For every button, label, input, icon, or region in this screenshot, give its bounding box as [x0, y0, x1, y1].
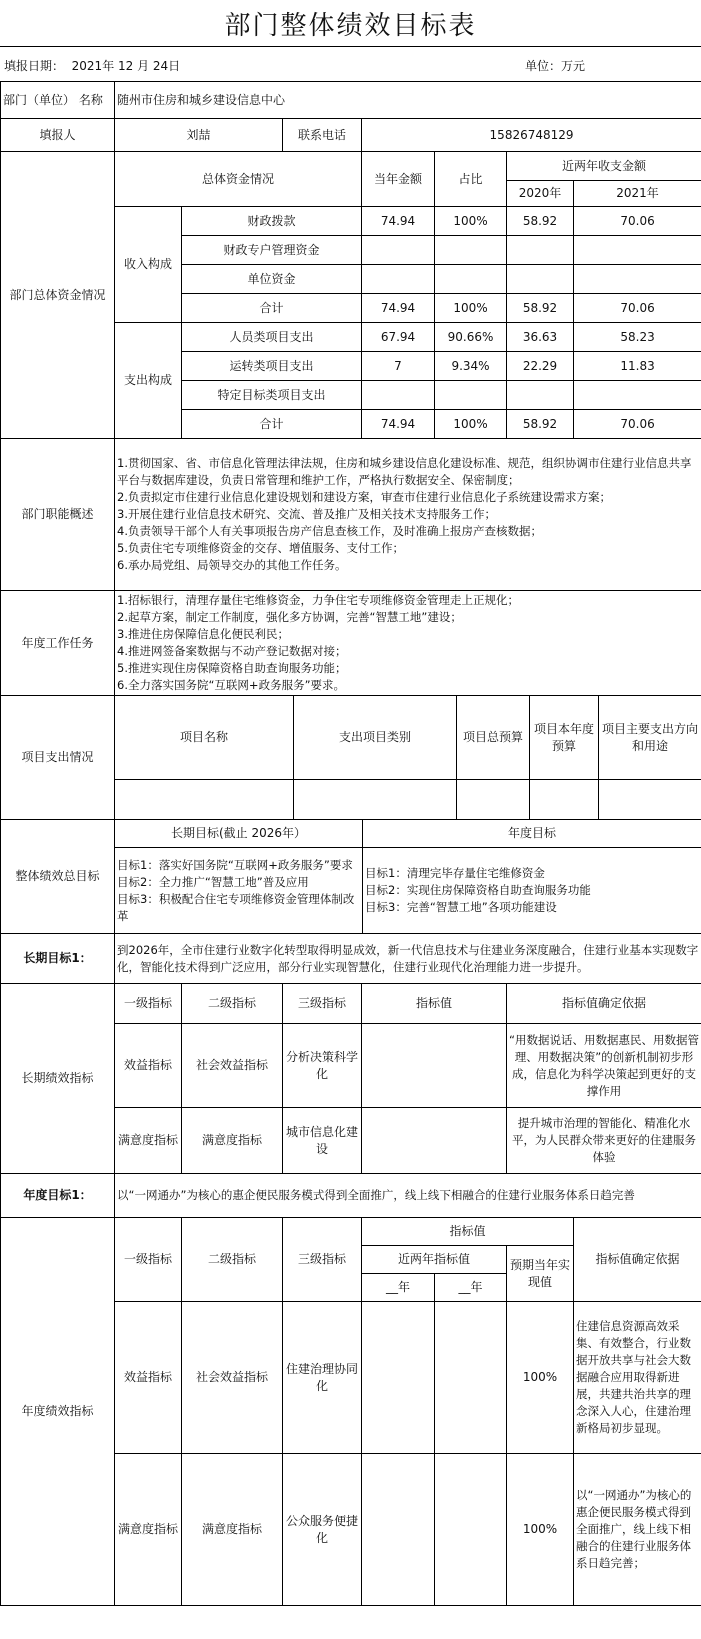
projects-label: 项目支出情况	[1, 696, 115, 820]
expense-row-ratio: 9.34%	[435, 352, 507, 381]
yind-l1: 满意度指标	[115, 1454, 182, 1606]
y-basis-header: 指标值确定依据	[574, 1218, 701, 1302]
yind-basis: 住建信息资源高效采集、有效整合，行业数据开放共享与社会大数据融合应用取得新进展，共建共治共享的理念深入人心，住建治理新格局初步显现。	[574, 1302, 701, 1454]
year-goal1-text: 以“一网通办”为核心的惠企便民服务模式得到全面推广，线上线下相融合的住建行业服务体系日趋完善	[115, 1174, 701, 1218]
income-row-y1: 58.92	[507, 207, 574, 236]
income-row-ratio: 100%	[435, 207, 507, 236]
project-type-header: 支出项目类别	[294, 696, 457, 780]
indicator-value	[362, 1024, 507, 1108]
yind-expected: 100%	[507, 1302, 574, 1454]
fill-date-label: 填报日期：	[4, 59, 65, 73]
project-name-header: 项目名称	[115, 696, 294, 780]
dept-name: 随州市住房和城乡建设信息中心	[115, 82, 701, 119]
expense-row-y2: 58.23	[574, 323, 701, 352]
project-annual-header: 项目本年度预算	[530, 696, 599, 780]
value-header: 指标值	[362, 984, 507, 1024]
l3-header: 三级指标	[283, 984, 362, 1024]
yind-y1	[362, 1302, 435, 1454]
duty-line: 1.贯彻国家、省、市信息化管理法律法规，住房和城乡建设信息化建设标准、规范，组织协调市住建行业信息共享平台与数据库建设，负责日常管理和维护工作，严格执行数据安全、保密制度；	[117, 456, 692, 487]
year-goal-list	[363, 848, 701, 934]
duties-label: 部门职能概述	[1, 439, 115, 591]
phone-value: 15826748129	[362, 119, 701, 152]
indicator-basis: “用数据说话、用数据惠民、用数据管理、用数据决策”的创新机制初步形成，信息化为科学决策起到更好的支撑作用	[507, 1024, 701, 1108]
expense-row-y2: 11.83	[574, 352, 701, 381]
project-cell	[115, 780, 294, 820]
expense-row-y1: 36.63	[507, 323, 574, 352]
projects-table	[0, 695, 701, 820]
overall-goal-label: 整体绩效总目标	[1, 820, 115, 934]
expense-row-ratio: 90.66%	[435, 323, 507, 352]
yind-l1: 效益指标	[115, 1302, 182, 1454]
ratio-header: 占比	[435, 152, 507, 207]
year-indicators-table	[0, 1217, 701, 1606]
expected-header: 预期当年实现值	[507, 1246, 574, 1302]
project-cell	[530, 780, 599, 820]
year-blank-2: __年	[435, 1274, 507, 1302]
long-goal1-label: 长期目标1：	[1, 934, 115, 984]
long-indicators-table	[0, 983, 701, 1174]
income-row-name: 财政专户管理资金	[182, 236, 362, 265]
task-line: 2.起草方案，制定工作制度，强化多方协调，完善“智慧工地”建设；	[117, 610, 462, 624]
project-cell	[599, 780, 701, 820]
long-goal-item: 目标2：全力推广“智慧工地”普及应用	[117, 874, 309, 889]
yind-l3: 公众服务便捷化	[283, 1454, 362, 1606]
expense-row-amount: 67.94	[362, 323, 435, 352]
project-cell	[457, 780, 530, 820]
income-row-ratio	[435, 236, 507, 265]
income-row-amount	[362, 236, 435, 265]
income-total-y2: 70.06	[574, 294, 701, 323]
indicator-value	[362, 1108, 507, 1174]
long-goal1-text: 到2026年，全市住建行业数字化转型取得明显成效，新一代信息技术与住建业务深度融合，住建行业基本实现数字化，智能化技术得到广泛应用，部分行业实现智慧化，住建行业现代化治理能力进一步提升。	[115, 934, 701, 984]
expense-row-name: 特定目标类项目支出	[182, 381, 362, 410]
l2-header: 二级指标	[182, 984, 283, 1024]
task-line: 5.推进实现住房保障资格自助查询服务功能；	[117, 661, 347, 675]
income-row-amount	[362, 265, 435, 294]
income-row-name: 财政拨款	[182, 207, 362, 236]
goals-table	[0, 819, 701, 984]
year-goal-item: 目标2：实现住房保障资格自助查询服务功能	[365, 883, 591, 897]
expense-row-ratio	[435, 381, 507, 410]
indicator-l2: 社会效益指标	[182, 1024, 283, 1108]
long-goal-item: 目标1：落实好国务院“互联网+政务服务”要求	[117, 857, 353, 872]
duty-line: 2.负责拟定市住建行业信息化建设规划和建设方案，审查市住建行业信息化子系统建设需求方案；	[117, 490, 611, 504]
expense-row-y1: 22.29	[507, 352, 574, 381]
long-goal-list	[115, 848, 363, 934]
duty-line: 6.承办局党组、局领导交办的其他工作任务。	[117, 558, 347, 572]
year-goal-item: 目标1：清理完毕存量住宅维修资金	[365, 866, 545, 880]
yind-l2: 满意度指标	[182, 1454, 283, 1606]
income-row-y2	[574, 265, 701, 294]
indicator-l3: 城市信息化建设	[283, 1108, 362, 1174]
yind-l2: 社会效益指标	[182, 1302, 283, 1454]
fill-date	[4, 57, 180, 74]
expense-row-y1	[507, 381, 574, 410]
tasks-text	[115, 591, 701, 696]
expense-row-amount	[362, 381, 435, 410]
long-goal-item: 目标3：积极配合住宅专项维修资金管理体制改革	[117, 891, 355, 923]
long-indicators-label: 长期绩效指标	[1, 984, 115, 1174]
income-row-name: 单位资金	[182, 265, 362, 294]
yl2-header: 二级指标	[182, 1218, 283, 1302]
unit-value: 万元	[561, 59, 586, 73]
expense-total-amount: 74.94	[362, 410, 435, 439]
yind-l3: 住建治理协同化	[283, 1302, 362, 1454]
unit-label: 单位：	[525, 59, 562, 73]
income-row-y2	[574, 236, 701, 265]
meta-row	[0, 47, 701, 81]
year-goal-header: 年度目标	[363, 820, 701, 848]
income-row-ratio	[435, 265, 507, 294]
task-line: 6.全力落实国务院“互联网+政务服务”要求。	[117, 678, 346, 692]
basis-header: 指标值确定依据	[507, 984, 701, 1024]
unit	[525, 57, 585, 74]
income-group-label: 收入构成	[115, 207, 182, 323]
income-row-y1	[507, 236, 574, 265]
yl3-header: 三级指标	[283, 1218, 362, 1302]
income-total-amount: 74.94	[362, 294, 435, 323]
indicator-l1: 效益指标	[115, 1024, 182, 1108]
year-indicators-label: 年度绩效指标	[1, 1218, 115, 1606]
expense-total-ratio: 100%	[435, 410, 507, 439]
yl1-header: 一级指标	[115, 1218, 182, 1302]
income-total-name: 合计	[182, 294, 362, 323]
yind-basis: 以“一网通办”为核心的惠企便民服务模式得到全面推广，线上线下相融合的住建行业服务体系日趋完善；	[574, 1454, 701, 1606]
expense-row-name: 运转类项目支出	[182, 352, 362, 381]
y-value-header: 指标值	[362, 1218, 574, 1246]
indicator-basis: 提升城市治理的智能化、精准化水平，为人民群众带来更好的住建服务体验	[507, 1108, 701, 1174]
year-goal1-label: 年度目标1：	[1, 1174, 115, 1218]
year1-header: 2020年	[507, 181, 574, 207]
duties-text	[115, 439, 701, 591]
indicator-l1: 满意度指标	[115, 1108, 182, 1174]
income-total-ratio: 100%	[435, 294, 507, 323]
project-cell	[294, 780, 457, 820]
expense-total-y2: 70.06	[574, 410, 701, 439]
duty-line: 5.负责住宅专项维修资金的交存、增值服务、支付工作；	[117, 541, 404, 555]
income-row-y2: 70.06	[574, 207, 701, 236]
task-line: 1.招标银行，清理存量住宅维修资金，力争住宅专项维修资金管理走上正规化；	[117, 593, 519, 607]
funds-overall-header: 总体资金情况	[115, 152, 362, 207]
expense-total-name: 合计	[182, 410, 362, 439]
task-line: 3.推进住房保障信息化便民利民；	[117, 627, 289, 641]
indicator-l3: 分析决策科学化	[283, 1024, 362, 1108]
l1-header: 一级指标	[115, 984, 182, 1024]
yind-y1	[362, 1454, 435, 1606]
expense-row-name: 人员类项目支出	[182, 323, 362, 352]
expense-group-label: 支出构成	[115, 323, 182, 439]
year-goal1-table	[0, 1173, 701, 1218]
income-total-y1: 58.92	[507, 294, 574, 323]
recent-values-header: 近两年指标值	[362, 1246, 507, 1274]
duty-line: 3.开展住建行业信息技术研究、交流、普及推广及相关技术支持服务工作；	[117, 507, 496, 521]
filler-name: 刘喆	[115, 119, 283, 152]
recent-header: 近两年收支金额	[507, 152, 701, 181]
long-goal-header: 长期目标(截止 2026年）	[115, 820, 363, 848]
expense-total-y1: 58.92	[507, 410, 574, 439]
year-goal-item: 目标3：完善“智慧工地”各项功能建设	[365, 900, 557, 914]
income-row-y1	[507, 265, 574, 294]
income-row-amount: 74.94	[362, 207, 435, 236]
project-purpose-header: 项目主要支出方向和用途	[599, 696, 701, 780]
fill-date-value: 2021年 12 月 24日	[71, 59, 181, 73]
yind-y2	[435, 1454, 507, 1606]
year-blank-1: __年	[362, 1274, 435, 1302]
project-total-header: 项目总预算	[457, 696, 530, 780]
yind-y2	[435, 1302, 507, 1454]
funds-section-label: 部门总体资金情况	[1, 152, 115, 439]
expense-row-y2	[574, 381, 701, 410]
task-line: 4.推进网签备案数据与不动产登记数据对接；	[117, 644, 347, 658]
phone-label: 联系电话	[283, 119, 362, 152]
dept-label: 部门（单位） 名称	[1, 82, 115, 119]
expense-row-amount: 7	[362, 352, 435, 381]
duty-line: 4.负责领导干部个人有关事项报告房产信息查核工作，及时准确上报房产查核数据；	[117, 524, 542, 538]
tasks-label: 年度工作任务	[1, 591, 115, 696]
cur-amount-header: 当年金额	[362, 152, 435, 207]
filler-label: 填报人	[1, 119, 115, 152]
main-table	[0, 81, 701, 696]
page-title: 部门整体绩效目标表	[0, 0, 701, 47]
year2-header: 2021年	[574, 181, 701, 207]
indicator-l2: 满意度指标	[182, 1108, 283, 1174]
yind-expected: 100%	[507, 1454, 574, 1606]
